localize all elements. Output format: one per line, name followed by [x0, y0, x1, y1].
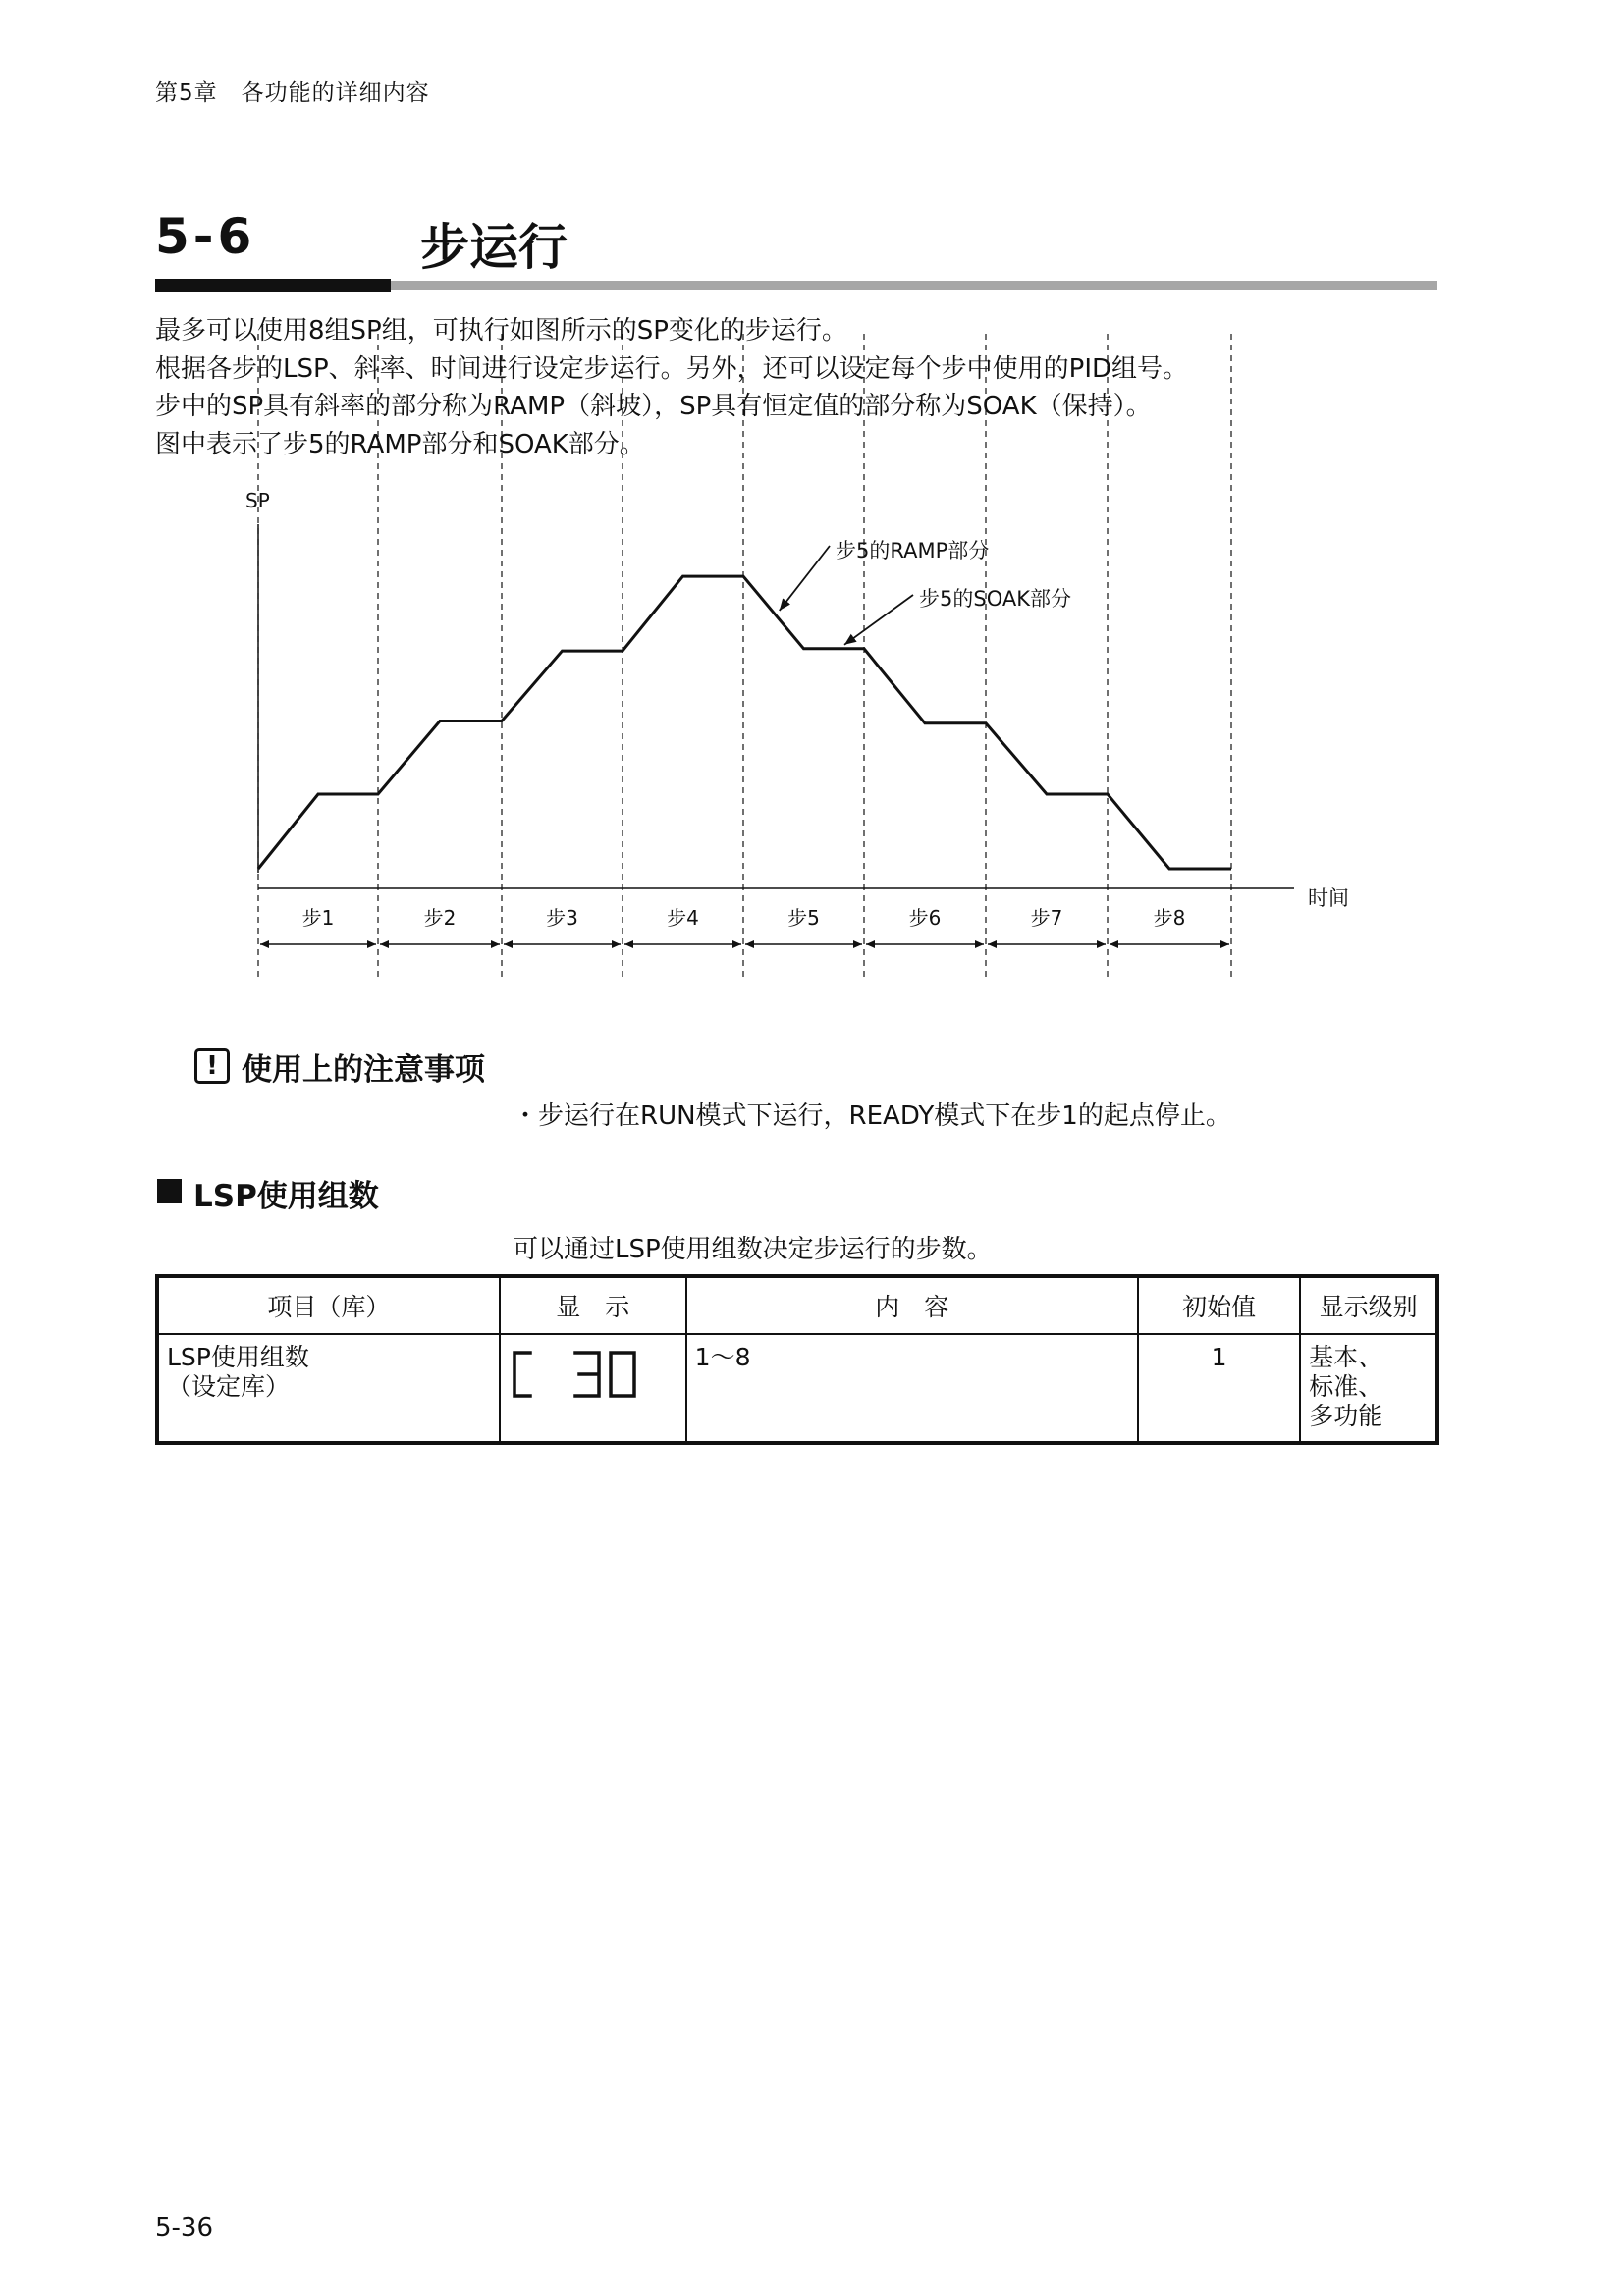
cell-initial: 1 — [1138, 1334, 1300, 1443]
sp-profile-line — [258, 576, 1231, 869]
segment-char-c — [514, 1353, 530, 1396]
table-row — [157, 1334, 1437, 1443]
lsp-parameter-table — [155, 1274, 1439, 1445]
y-axis-label: SP — [245, 489, 270, 512]
item-bank: （设定库） — [167, 1372, 291, 1401]
intro-line-4: 图中表示了步5的RAMP部分和SOAK部分。 — [155, 429, 645, 459]
step-label: 步6 — [908, 906, 942, 930]
header-content: 内 容 — [686, 1276, 1138, 1334]
header-level: 显示级别 — [1300, 1276, 1437, 1334]
header-item: 项目（库） — [157, 1276, 500, 1334]
level-standard: 标准、 — [1309, 1372, 1383, 1401]
step-label: 步8 — [1153, 906, 1186, 930]
caution-title: 使用上的注意事项 — [242, 1052, 485, 1088]
intro-line-2: 根据各步的LSP、斜率、时间进行设定步运行。另外，还可以设定每个步中使用的PID组号。 — [155, 353, 1189, 384]
annotation-ramp: 步5的RAMP部分 — [836, 539, 990, 562]
step-label: 步2 — [423, 906, 457, 930]
table-header-row — [157, 1276, 1437, 1334]
step-label: 步1 — [301, 906, 335, 930]
level-multi: 多功能 — [1309, 1402, 1383, 1430]
cell-item — [157, 1334, 500, 1443]
lsp-section-title: LSP使用组数 — [193, 1179, 379, 1214]
intro-line-1: 最多可以使用8组SP组，可执行如图所示的SP变化的步运行。 — [155, 316, 847, 346]
lsp-section-description: 可以通过LSP使用组数决定步运行的步数。 — [513, 1235, 993, 1264]
soak-leader-arrow — [844, 595, 913, 645]
item-name: LSP使用组数 — [167, 1343, 309, 1371]
section-number: 5-6 — [155, 208, 256, 265]
step-label: 步4 — [667, 906, 699, 930]
cell-level — [1300, 1334, 1437, 1443]
caution-item: ・步运行在RUN模式下运行，READY模式下在步1的起点停止。 — [513, 1101, 1231, 1131]
header-initial: 初始值 — [1138, 1276, 1300, 1334]
level-basic: 基本、 — [1309, 1343, 1383, 1371]
cell-content: 1～8 — [686, 1334, 1138, 1443]
step-run-chart — [0, 0, 1624, 1031]
seven-segment-display — [509, 1347, 646, 1402]
chapter-header: 第5章 各功能的详细内容 — [155, 80, 430, 106]
cell-display — [500, 1334, 686, 1443]
caution-icon: ! — [194, 1048, 230, 1084]
intro-line-3: 步中的SP具有斜率的部分称为RAMP（斜坡），SP具有恒定值的部分称为SOAK（保持）。 — [155, 392, 1152, 421]
header-display: 显 示 — [500, 1276, 686, 1334]
annotation-soak: 步5的SOAK部分 — [919, 587, 1071, 611]
section-title: 步运行 — [420, 219, 568, 276]
page-number: 5-36 — [155, 2214, 214, 2243]
segment-digit-0 — [611, 1353, 634, 1396]
square-bullet-icon — [157, 1179, 182, 1203]
ramp-leader-arrow — [780, 546, 830, 611]
x-axis-label: 时间 — [1308, 886, 1349, 910]
step-label: 步5 — [787, 906, 820, 930]
step-label: 步3 — [546, 906, 578, 930]
step-label: 步7 — [1030, 906, 1063, 930]
segment-digit-3 — [575, 1353, 599, 1396]
